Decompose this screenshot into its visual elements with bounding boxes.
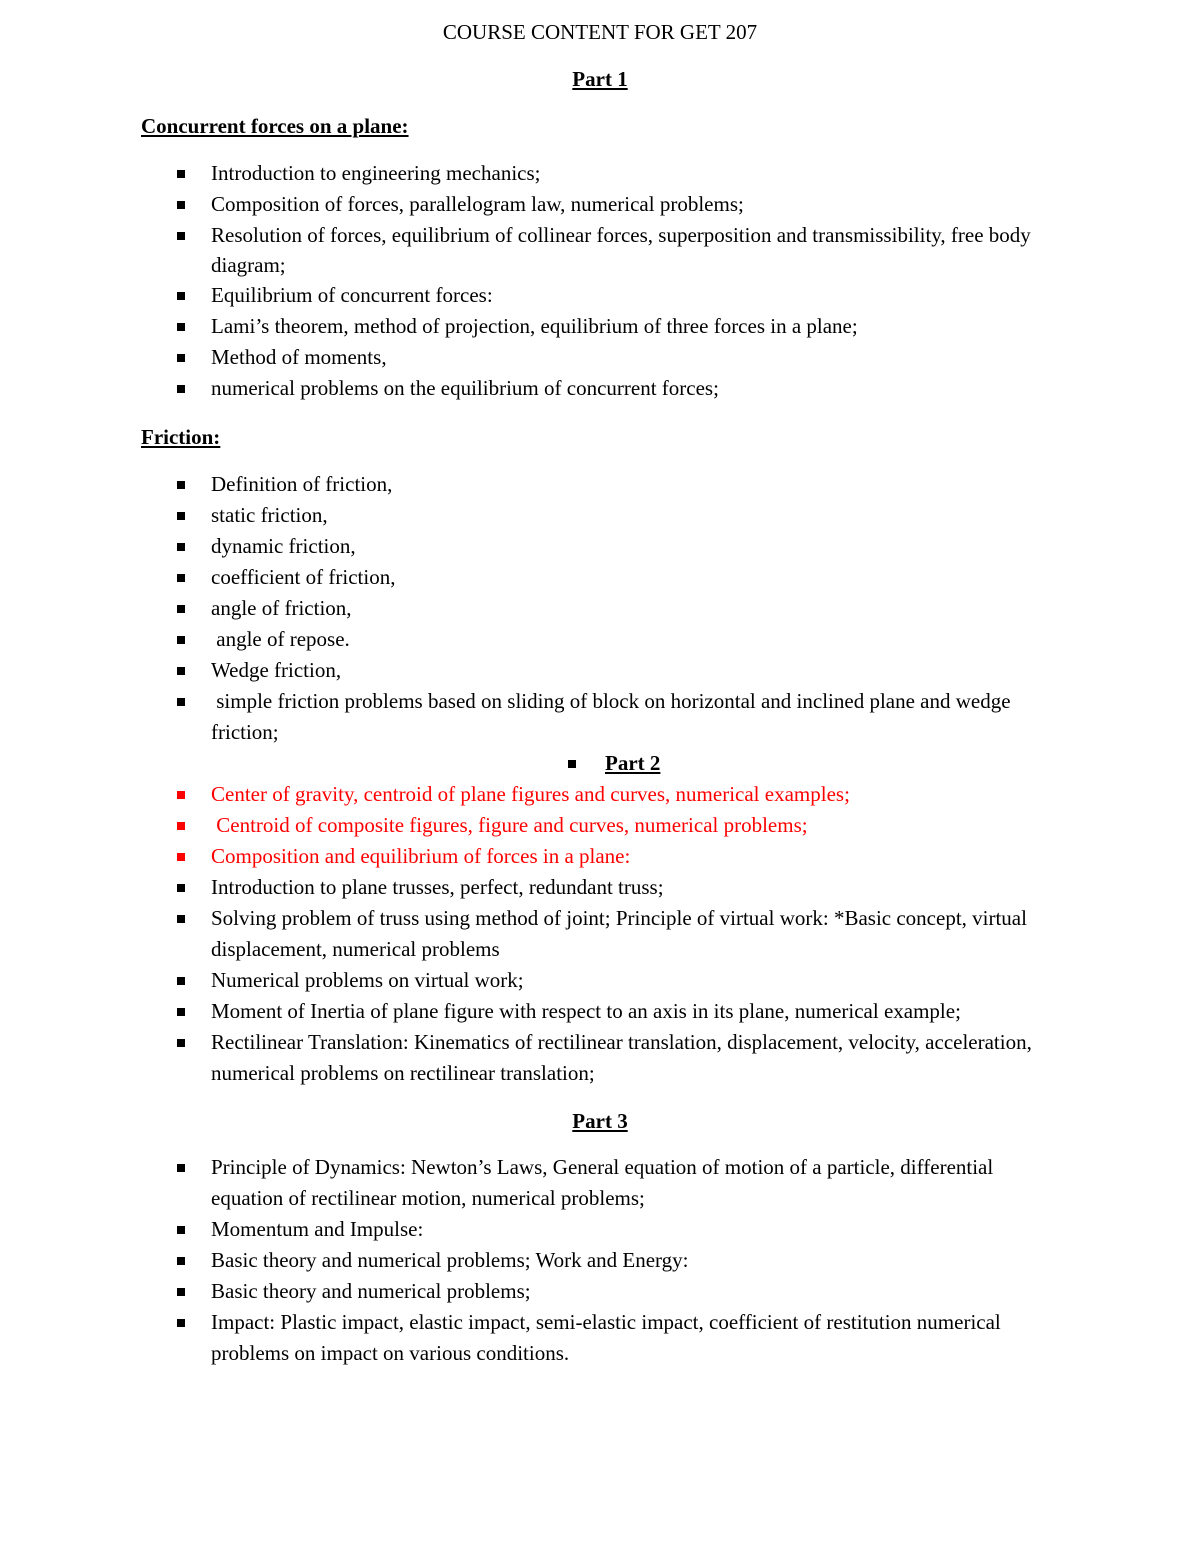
- square-bullet-icon: [177, 1039, 185, 1047]
- list-item: Solving problem of truss using method of joint; Principle of virtual work: *Basic concept, virtual displacement, numerical problems: [0, 903, 1200, 965]
- list-item: numerical problems on the equilibrium of concurrent forces;: [0, 373, 1200, 404]
- list-item: Principle of Dynamics: Newton’s Laws, General equation of motion of a particle, differential equation of rectilinear motion, numerical problems;: [0, 1152, 1200, 1214]
- friction-list: [0, 469, 1200, 1089]
- list-item: simple friction problems based on sliding of block on horizontal and inclined plane and wedge friction;: [0, 686, 1200, 748]
- list-item: Resolution of forces, equilibrium of collinear forces, superposition and transmissibility, free body diagram;: [0, 220, 1200, 280]
- square-bullet-icon: [177, 232, 185, 240]
- list-item: Definition of friction,: [0, 469, 1200, 500]
- list-item: coefficient of friction,: [0, 562, 1200, 593]
- list-item: Introduction to engineering mechanics;: [0, 158, 1200, 189]
- square-bullet-icon: [177, 354, 185, 362]
- square-bullet-icon: [177, 667, 185, 675]
- square-bullet-icon: [177, 853, 185, 861]
- list-item: Composition of forces, parallelogram law, numerical problems;: [0, 189, 1200, 220]
- list-item: Lami’s theorem, method of projection, equilibrium of three forces in a plane;: [0, 311, 1200, 342]
- square-bullet-icon: [177, 1008, 185, 1016]
- square-bullet-icon: [177, 574, 185, 582]
- document-title: COURSE CONTENT FOR GET 207: [442, 20, 758, 44]
- part-3-heading: Part 3: [572, 1109, 628, 1133]
- list-item: Momentum and Impulse:: [0, 1214, 1200, 1245]
- list-item: dynamic friction,: [0, 531, 1200, 562]
- square-bullet-icon: [177, 201, 185, 209]
- list-item: Method of moments,: [0, 342, 1200, 373]
- square-bullet-icon: [177, 636, 185, 644]
- square-bullet-icon: [177, 884, 185, 892]
- square-bullet-icon: [177, 543, 185, 551]
- square-bullet-icon: [177, 292, 185, 300]
- square-bullet-icon: [177, 170, 185, 178]
- square-bullet-icon: [177, 1226, 185, 1234]
- part-2-heading-item: [0, 748, 1200, 779]
- square-bullet-icon: [177, 1164, 185, 1172]
- list-item: static friction,: [0, 500, 1200, 531]
- list-item: Basic theory and numerical problems; Work and Energy:: [0, 1245, 1200, 1276]
- part-2-heading: Part 2: [605, 751, 661, 775]
- list-item: Rectilinear Translation: Kinematics of rectilinear translation, displacement, velocity, acceleration, numerical problems on rectilinear translation;: [0, 1027, 1200, 1089]
- square-bullet-icon: [177, 605, 185, 613]
- square-bullet-icon: [177, 481, 185, 489]
- list-item: Impact: Plastic impact, elastic impact, semi-elastic impact, coefficient of restitution numerical problems on impact on various conditions.: [0, 1307, 1200, 1369]
- section-heading-friction: Friction:: [141, 425, 221, 449]
- square-bullet-icon: [177, 323, 185, 331]
- concurrent-forces-list: [0, 158, 1200, 404]
- square-bullet-icon: [177, 512, 185, 520]
- square-bullet-icon: [177, 1257, 185, 1265]
- list-item: Center of gravity, centroid of plane figures and curves, numerical examples;: [0, 779, 1200, 810]
- square-bullet-icon: [177, 385, 185, 393]
- square-bullet-icon: [177, 915, 185, 923]
- square-bullet-icon: [568, 760, 576, 768]
- square-bullet-icon: [177, 1288, 185, 1296]
- square-bullet-icon: [177, 822, 185, 830]
- list-item: Moment of Inertia of plane figure with respect to an axis in its plane, numerical example;: [0, 996, 1200, 1027]
- list-item: angle of repose.: [0, 624, 1200, 655]
- list-item: Wedge friction,: [0, 655, 1200, 686]
- list-item: Centroid of composite figures, figure and curves, numerical problems;: [0, 810, 1200, 841]
- list-item: angle of friction,: [0, 593, 1200, 624]
- part-1-heading: Part 1: [572, 67, 628, 91]
- list-item: Basic theory and numerical problems;: [0, 1276, 1200, 1307]
- square-bullet-icon: [177, 1319, 185, 1327]
- list-item: Introduction to plane trusses, perfect, redundant truss;: [0, 872, 1200, 903]
- list-item: Equilibrium of concurrent forces:: [0, 280, 1200, 311]
- list-item: Numerical problems on virtual work;: [0, 965, 1200, 996]
- part-3-list: [0, 1152, 1200, 1369]
- list-item: Composition and equilibrium of forces in a plane:: [0, 841, 1200, 872]
- square-bullet-icon: [177, 977, 185, 985]
- square-bullet-icon: [177, 698, 185, 706]
- square-bullet-icon: [177, 791, 185, 799]
- section-heading-concurrent-forces: Concurrent forces on a plane:: [141, 114, 409, 138]
